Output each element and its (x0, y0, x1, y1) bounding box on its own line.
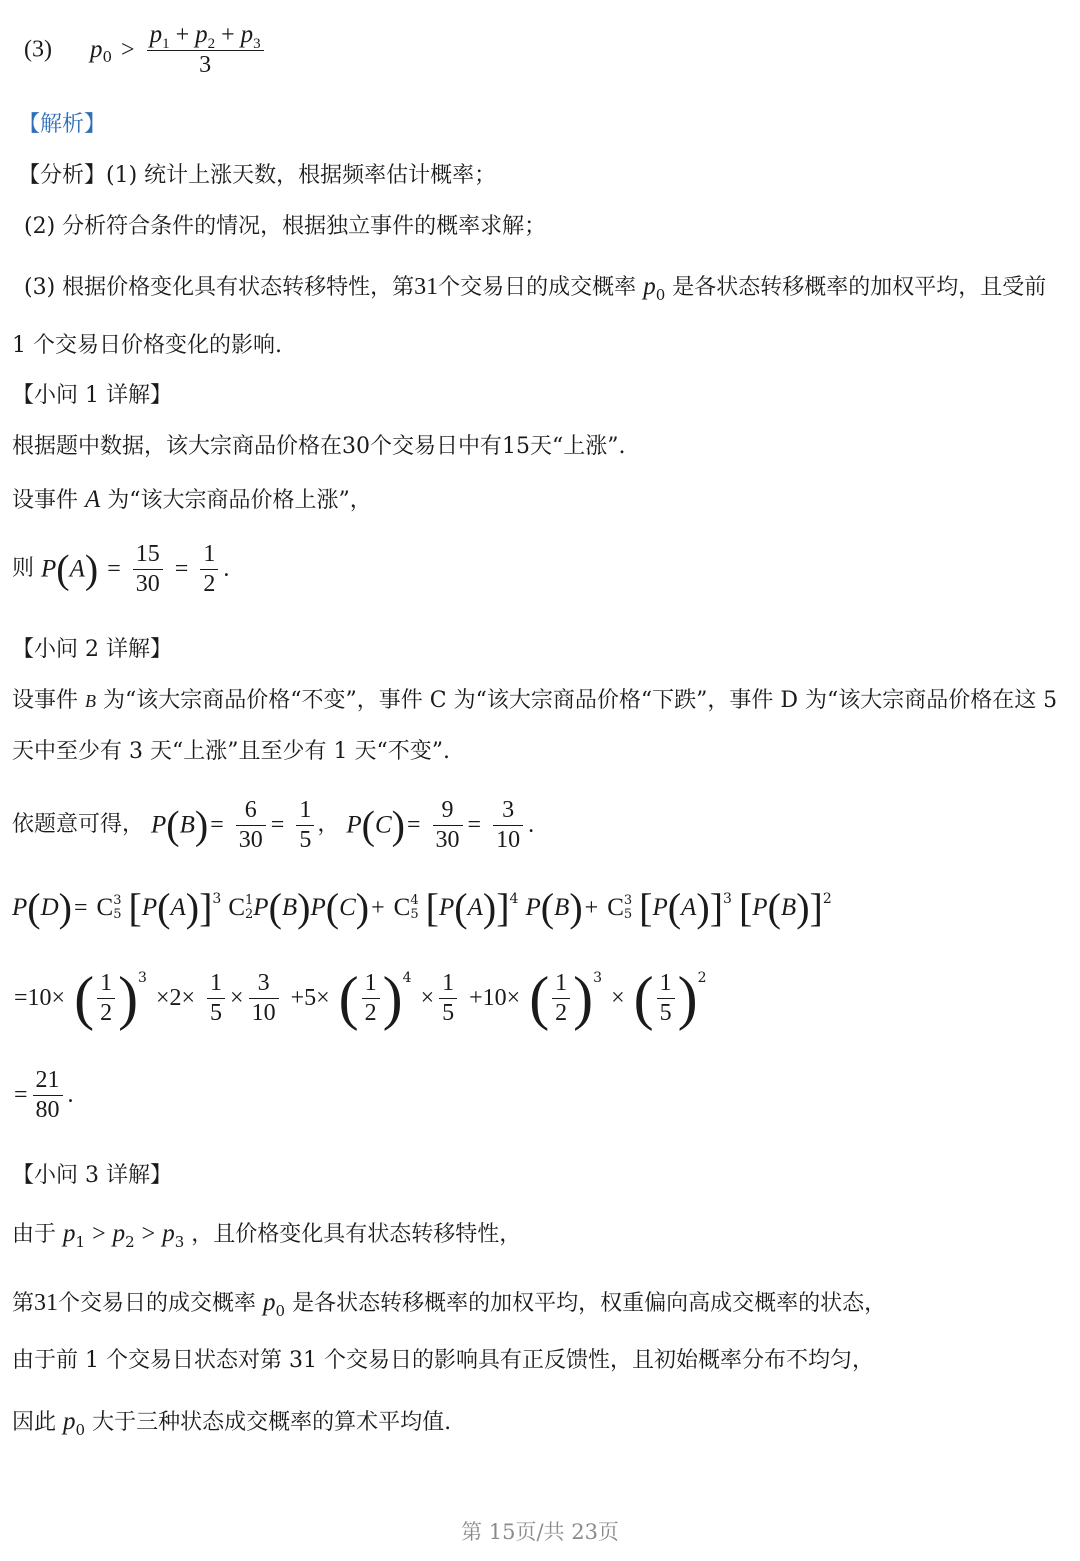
q2-pd-expansion: =10× ( $\frac{1}{2}$ )$^3$ ×2× $\frac{1}{5}$ × $\frac{3}{10}$ +5× ( $\frac{1}{2}$ )$^4$ × $\frac{1}{5}$ +10× ( $\frac{1}{2}$ )$^3$ × ( $\frac{1}{5}$ )$^2$ (14, 965, 707, 1031)
q1-line-1: 根据题中数据，该大宗商品价格在30个交易日中有15天“上涨”. (12, 434, 626, 459)
analysis-line-2: (2) 分析符合条件的情况，根据独立事件的概率求解； (24, 214, 547, 239)
q2-pd-formula: P(D)= C3 5 $[P(A)]^3$ C1 2P(B)P(C)+ C4 5 $[P(A)]^4$ P(B)+ C3 5 $[P(A)]^3$ $[P(B)]^2$ (12, 885, 832, 930)
q1-probability-a: 则 P(A) = $\frac{15}{30}$ = $\frac{1}{2}$ . (12, 541, 230, 597)
q3-line-3: 由于前 1 个交易日状态对第 31 个交易日的影响具有正反馈性，且初始概率分布不均匀， (12, 1348, 874, 1373)
page-footer: 第 15页/共 23页 (461, 1520, 619, 1544)
q2-probabilities-bc: 依题意可得， P(B)= $\frac{6}{30}$ = $\frac{1}{5}$ ， P(C)= $\frac{9}{30}$ = $\frac{3}{10}$ . (12, 797, 535, 853)
q1-line-2: 设事件 A 为“该大宗商品价格上涨”， (12, 486, 372, 513)
part3-label: (3) (24, 36, 52, 63)
analysis-line-3: (3) 根据价格变化具有状态转移特性，第31个交易日的成交概率 $p_0$ 是各状态转移概率的加权平均，且受前 (24, 273, 1047, 304)
q3-line-4: 因此 $p_0$ 大于三种状态成交概率的算术平均值. (12, 1408, 452, 1439)
q1-heading: 【小问 1 详解】 (12, 383, 172, 408)
q2-result: = $\frac{21}{80}$ . (14, 1067, 74, 1123)
analysis-line-1: 【分析】(1) 统计上涨天数，根据频率估计概率； (18, 163, 497, 188)
q2-heading: 【小问 2 详解】 (12, 637, 172, 662)
part3-inequality: (3) $p_0$ > $\frac{p_1 + p_2 + p_3}{3}$ (24, 20, 267, 80)
q2-line-1: 设事件 B 为“该大宗商品价格“不变”，事件 C 为“该大宗商品价格“下跌”，事件 D 为“该大宗商品价格在这 5 (12, 688, 1058, 713)
q3-line-2: 第31个交易日的成交概率 $p_0$ 是各状态转移概率的加权平均，权重偏向高成交概率的状态， (12, 1289, 887, 1320)
analysis-line-4: 1 个交易日价格变化的影响. (12, 333, 282, 358)
q2-line-2: 天中至少有 3 天“上涨”且至少有 1 天“不变”. (12, 739, 450, 764)
q3-heading: 【小问 3 详解】 (12, 1163, 172, 1188)
q3-line-1: 由于 $p_1 > p_2 > p_3$ ，且价格变化具有状态转移特性， (12, 1220, 522, 1251)
analysis-heading: 【解析】 (18, 112, 107, 137)
